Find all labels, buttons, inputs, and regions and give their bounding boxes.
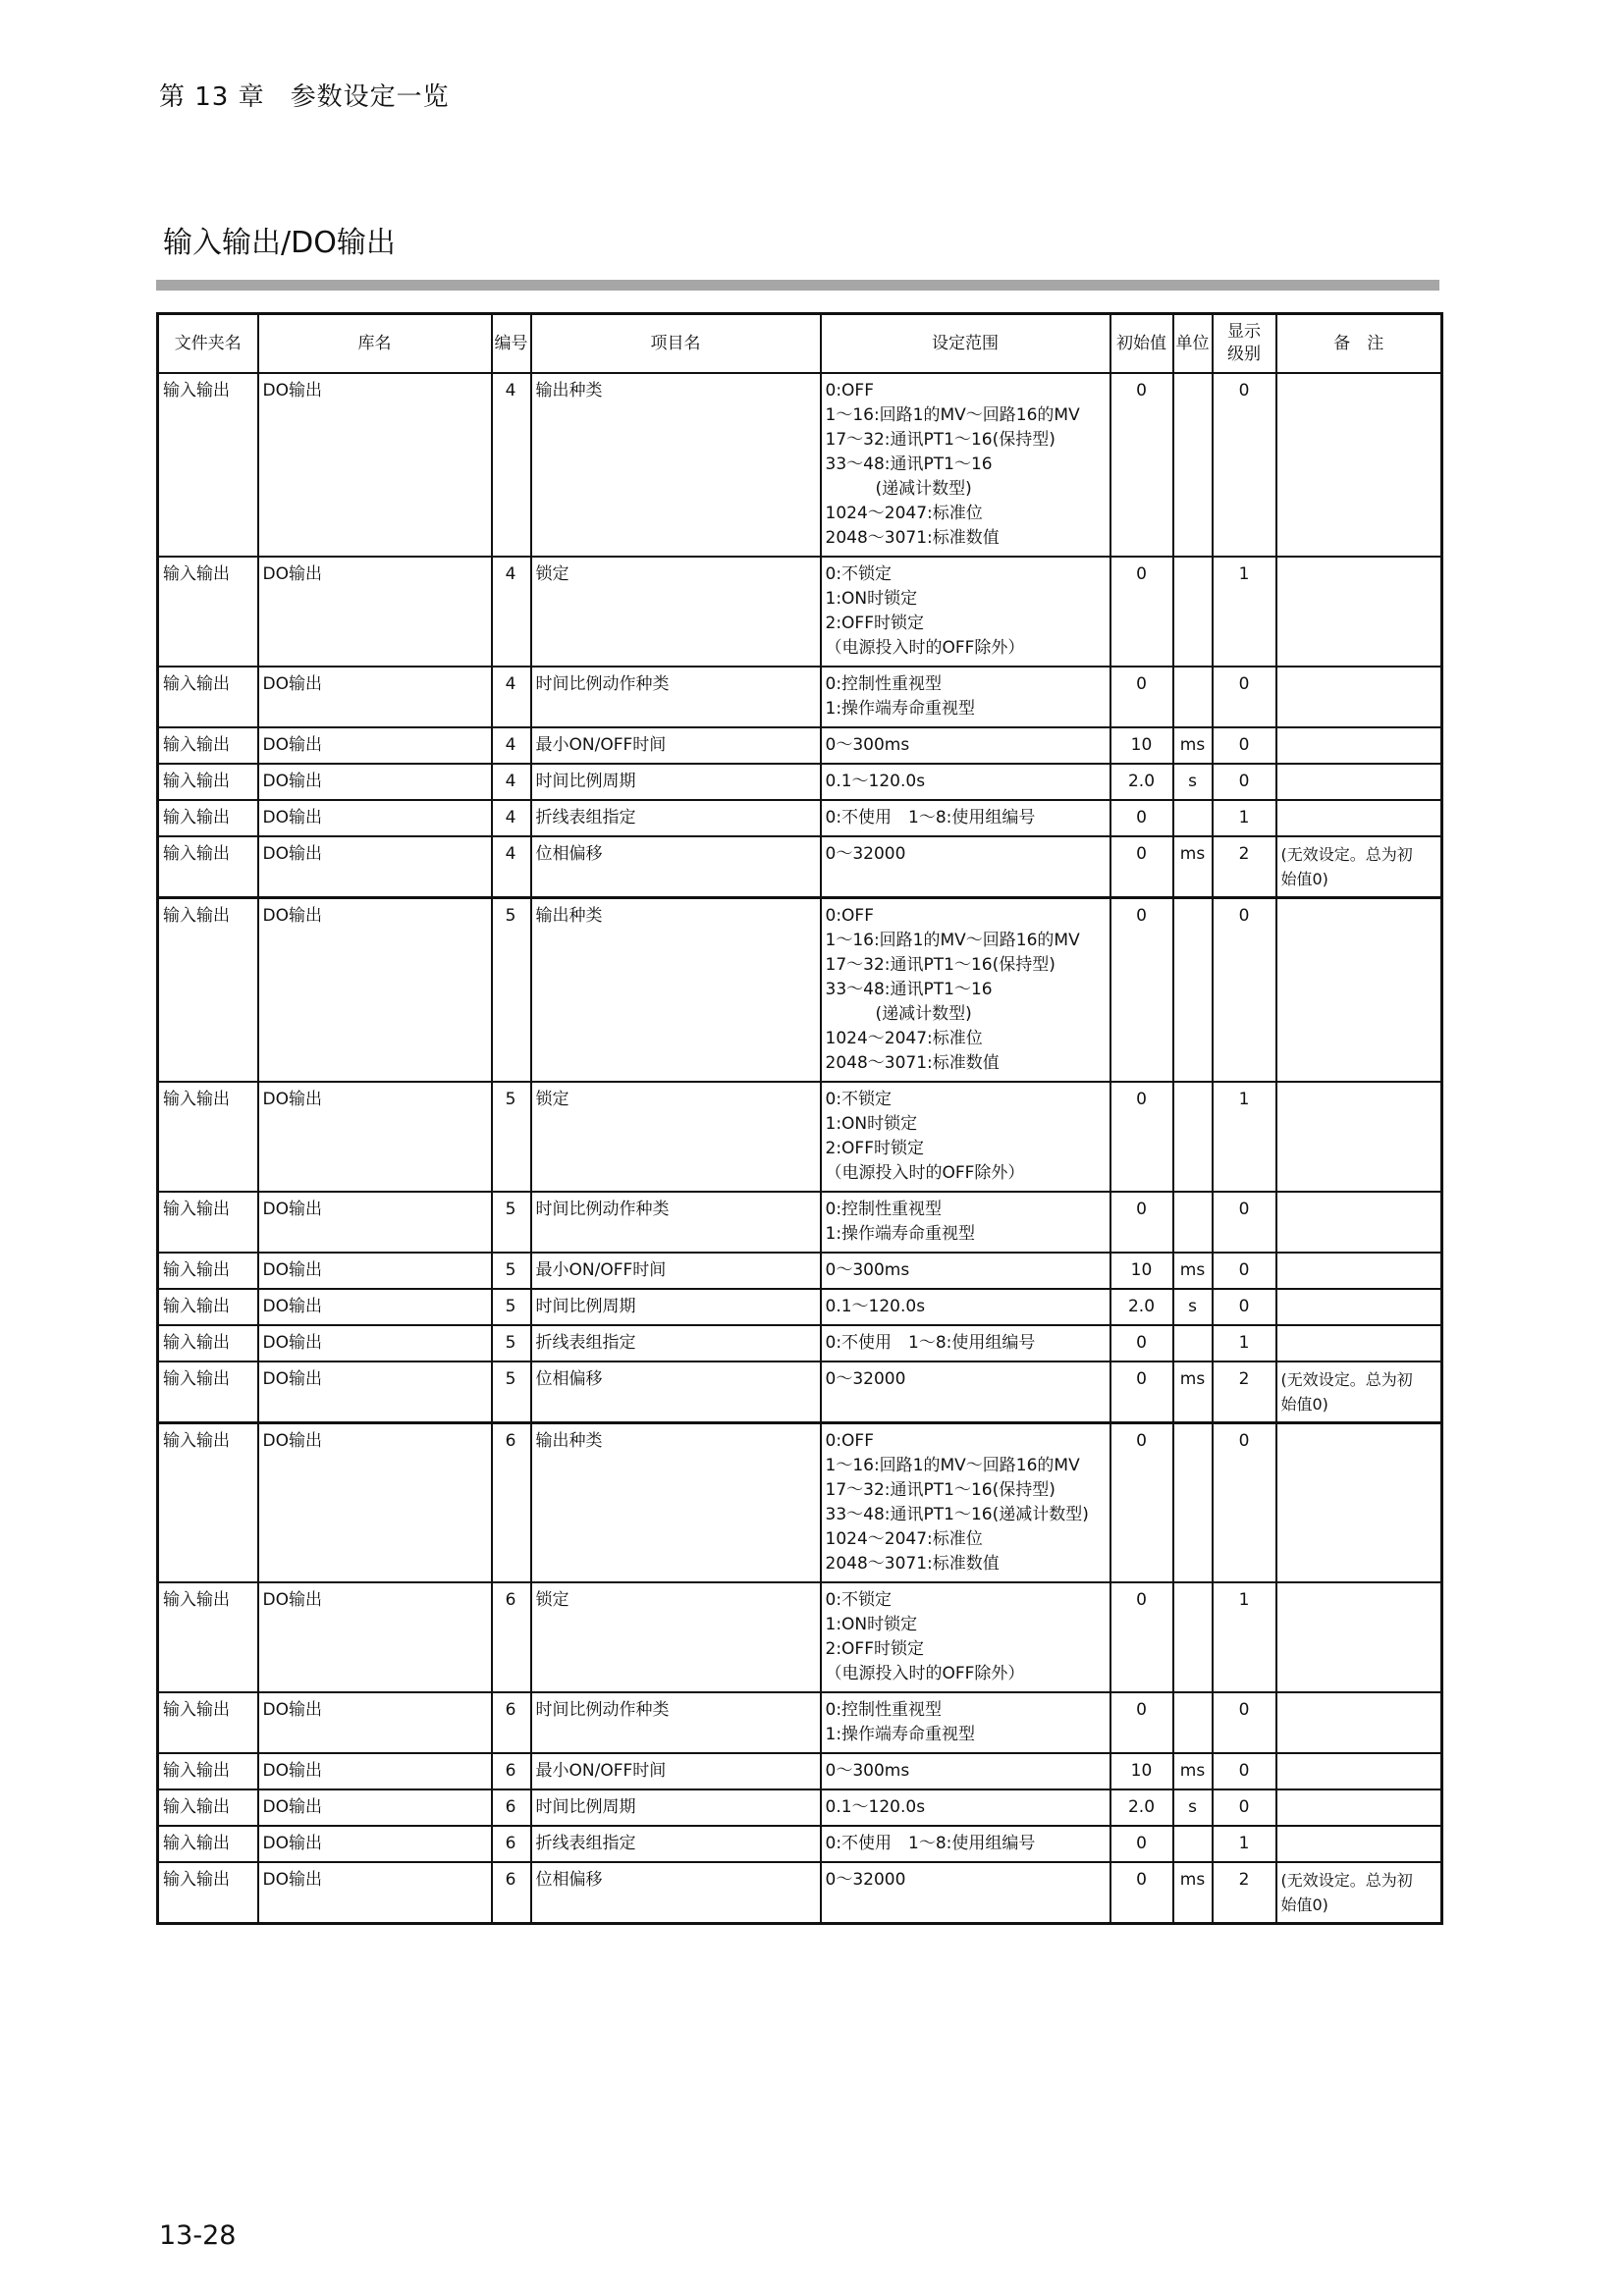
table-row bbox=[158, 800, 1442, 836]
item-name-cell: 折线表组指定 bbox=[531, 1325, 821, 1362]
number-cell: 4 bbox=[492, 764, 531, 800]
table-row bbox=[158, 898, 1442, 1083]
remark-cell bbox=[1276, 1753, 1442, 1789]
setting-range-cell: 0.1～120.0s bbox=[821, 1789, 1110, 1826]
number-cell: 6 bbox=[492, 1423, 531, 1583]
setting-range-cell: 0:不锁定 1:ON时锁定 2:OFF时锁定 （电源投入时的OFF除外） bbox=[821, 557, 1110, 667]
initial-value-cell: 0 bbox=[1110, 373, 1173, 557]
unit-cell bbox=[1173, 1192, 1213, 1253]
unit-cell: ms bbox=[1173, 727, 1213, 764]
initial-value-cell: 0 bbox=[1110, 1423, 1173, 1583]
parameter-table bbox=[156, 312, 1443, 1925]
folder-cell: 输入输出 bbox=[158, 1789, 258, 1826]
display-level-cell: 0 bbox=[1213, 1423, 1276, 1583]
setting-range-cell: 0～300ms bbox=[821, 1253, 1110, 1289]
number-cell: 5 bbox=[492, 1289, 531, 1325]
unit-cell bbox=[1173, 800, 1213, 836]
unit-cell: ms bbox=[1173, 1753, 1213, 1789]
column-header: 编号 bbox=[492, 314, 531, 374]
section-title: 输入输出/DO输出 bbox=[163, 226, 396, 260]
number-cell: 6 bbox=[492, 1862, 531, 1924]
initial-value-cell: 0 bbox=[1110, 1192, 1173, 1253]
setting-range-cell: 0:不使用 1～8:使用组编号 bbox=[821, 1826, 1110, 1862]
item-name-cell: 时间比例周期 bbox=[531, 1789, 821, 1826]
column-header: 库名 bbox=[258, 314, 492, 374]
number-cell: 4 bbox=[492, 800, 531, 836]
number-cell: 4 bbox=[492, 667, 531, 727]
unit-cell bbox=[1173, 373, 1213, 557]
item-name-cell: 位相偏移 bbox=[531, 836, 821, 898]
library-cell: DO输出 bbox=[258, 764, 492, 800]
item-name-cell: 锁定 bbox=[531, 557, 821, 667]
library-cell: DO输出 bbox=[258, 557, 492, 667]
number-cell: 6 bbox=[492, 1789, 531, 1826]
display-level-cell: 0 bbox=[1213, 764, 1276, 800]
initial-value-cell: 0 bbox=[1110, 557, 1173, 667]
library-cell: DO输出 bbox=[258, 800, 492, 836]
folder-cell: 输入输出 bbox=[158, 1325, 258, 1362]
table-row bbox=[158, 1826, 1442, 1862]
remark-cell: (无效设定。总为初 始值0) bbox=[1276, 1862, 1442, 1924]
remark-cell bbox=[1276, 1423, 1442, 1583]
table-row bbox=[158, 727, 1442, 764]
table-row bbox=[158, 1082, 1442, 1192]
remark-cell bbox=[1276, 373, 1442, 557]
number-cell: 4 bbox=[492, 373, 531, 557]
item-name-cell: 时间比例动作种类 bbox=[531, 667, 821, 727]
unit-cell: s bbox=[1173, 1289, 1213, 1325]
folder-cell: 输入输出 bbox=[158, 898, 258, 1083]
setting-range-cell: 0～300ms bbox=[821, 1753, 1110, 1789]
unit-cell bbox=[1173, 557, 1213, 667]
table-row bbox=[158, 1423, 1442, 1583]
chapter-header bbox=[159, 77, 475, 113]
initial-value-cell: 2.0 bbox=[1110, 764, 1173, 800]
setting-range-cell: 0:不锁定 1:ON时锁定 2:OFF时锁定 （电源投入时的OFF除外） bbox=[821, 1582, 1110, 1692]
number-cell: 4 bbox=[492, 836, 531, 898]
table-row bbox=[158, 1753, 1442, 1789]
setting-range-cell: 0:OFF 1～16:回路1的MV～回路16的MV 17～32:通讯PT1～16(保持型) 33～48:通讯PT1～16 (递减计数型) 1024～2047:标准位 2048～3071:标准数值 bbox=[821, 898, 1110, 1083]
folder-cell: 输入输出 bbox=[158, 667, 258, 727]
initial-value-cell: 0 bbox=[1110, 898, 1173, 1083]
library-cell: DO输出 bbox=[258, 1192, 492, 1253]
item-name-cell: 最小ON/OFF时间 bbox=[531, 727, 821, 764]
display-level-cell: 1 bbox=[1213, 800, 1276, 836]
initial-value-cell: 0 bbox=[1110, 1582, 1173, 1692]
library-cell: DO输出 bbox=[258, 1362, 492, 1423]
setting-range-cell: 0.1～120.0s bbox=[821, 1289, 1110, 1325]
item-name-cell: 输出种类 bbox=[531, 373, 821, 557]
table-row bbox=[158, 1692, 1442, 1753]
item-name-cell: 时间比例动作种类 bbox=[531, 1692, 821, 1753]
column-header: 文件夹名 bbox=[158, 314, 258, 374]
folder-cell: 输入输出 bbox=[158, 836, 258, 898]
library-cell: DO输出 bbox=[258, 1325, 492, 1362]
item-name-cell: 最小ON/OFF时间 bbox=[531, 1253, 821, 1289]
display-level-cell: 2 bbox=[1213, 836, 1276, 898]
setting-range-cell: 0:不锁定 1:ON时锁定 2:OFF时锁定 （电源投入时的OFF除外） bbox=[821, 1082, 1110, 1192]
item-name-cell: 位相偏移 bbox=[531, 1862, 821, 1924]
remark-cell bbox=[1276, 1253, 1442, 1289]
folder-cell: 输入输出 bbox=[158, 1423, 258, 1583]
table-row bbox=[158, 836, 1442, 898]
table-row bbox=[158, 1325, 1442, 1362]
library-cell: DO输出 bbox=[258, 1423, 492, 1583]
display-level-cell: 1 bbox=[1213, 557, 1276, 667]
number-cell: 6 bbox=[492, 1582, 531, 1692]
setting-range-cell: 0～32000 bbox=[821, 836, 1110, 898]
item-name-cell: 锁定 bbox=[531, 1082, 821, 1192]
library-cell: DO输出 bbox=[258, 1789, 492, 1826]
folder-cell: 输入输出 bbox=[158, 1289, 258, 1325]
unit-cell: ms bbox=[1173, 1362, 1213, 1423]
initial-value-cell: 2.0 bbox=[1110, 1789, 1173, 1826]
library-cell: DO输出 bbox=[258, 1253, 492, 1289]
item-name-cell: 折线表组指定 bbox=[531, 800, 821, 836]
initial-value-cell: 0 bbox=[1110, 800, 1173, 836]
library-cell: DO输出 bbox=[258, 1082, 492, 1192]
number-cell: 6 bbox=[492, 1753, 531, 1789]
number-cell: 5 bbox=[492, 1253, 531, 1289]
table-row bbox=[158, 1362, 1442, 1423]
display-level-cell: 0 bbox=[1213, 727, 1276, 764]
table-row bbox=[158, 667, 1442, 727]
folder-cell: 输入输出 bbox=[158, 1826, 258, 1862]
initial-value-cell: 10 bbox=[1110, 727, 1173, 764]
folder-cell: 输入输出 bbox=[158, 1753, 258, 1789]
remark-cell bbox=[1276, 764, 1442, 800]
library-cell: DO输出 bbox=[258, 1692, 492, 1753]
setting-range-cell: 0:控制性重视型 1:操作端寿命重视型 bbox=[821, 667, 1110, 727]
table-row bbox=[158, 1192, 1442, 1253]
page-number: 13-28 bbox=[159, 2220, 237, 2251]
number-cell: 4 bbox=[492, 557, 531, 667]
setting-range-cell: 0:不使用 1～8:使用组编号 bbox=[821, 800, 1110, 836]
table-row bbox=[158, 557, 1442, 667]
column-header: 备 注 bbox=[1276, 314, 1442, 374]
display-level-cell: 0 bbox=[1213, 1692, 1276, 1753]
initial-value-cell: 0 bbox=[1110, 667, 1173, 727]
setting-range-cell: 0:控制性重视型 1:操作端寿命重视型 bbox=[821, 1692, 1110, 1753]
display-level-cell: 2 bbox=[1213, 1362, 1276, 1423]
folder-cell: 输入输出 bbox=[158, 1862, 258, 1924]
display-level-cell: 0 bbox=[1213, 1789, 1276, 1826]
unit-cell bbox=[1173, 1325, 1213, 1362]
remark-cell bbox=[1276, 1789, 1442, 1826]
item-name-cell: 时间比例周期 bbox=[531, 1289, 821, 1325]
number-cell: 5 bbox=[492, 1325, 531, 1362]
remark-cell bbox=[1276, 1289, 1442, 1325]
number-cell: 5 bbox=[492, 1192, 531, 1253]
setting-range-cell: 0.1～120.0s bbox=[821, 764, 1110, 800]
table-body bbox=[158, 373, 1442, 1924]
initial-value-cell: 2.0 bbox=[1110, 1289, 1173, 1325]
remark-cell: (无效设定。总为初 始值0) bbox=[1276, 836, 1442, 898]
initial-value-cell: 0 bbox=[1110, 1826, 1173, 1862]
remark-cell bbox=[1276, 1082, 1442, 1192]
folder-cell: 输入输出 bbox=[158, 373, 258, 557]
display-level-cell: 0 bbox=[1213, 373, 1276, 557]
number-cell: 4 bbox=[492, 727, 531, 764]
unit-cell: ms bbox=[1173, 836, 1213, 898]
initial-value-cell: 0 bbox=[1110, 1082, 1173, 1192]
library-cell: DO输出 bbox=[258, 1753, 492, 1789]
unit-cell bbox=[1173, 1423, 1213, 1583]
column-header: 项目名 bbox=[531, 314, 821, 374]
table-row bbox=[158, 1862, 1442, 1924]
number-cell: 6 bbox=[492, 1692, 531, 1753]
initial-value-cell: 0 bbox=[1110, 1362, 1173, 1423]
unit-cell bbox=[1173, 898, 1213, 1083]
folder-cell: 输入输出 bbox=[158, 1253, 258, 1289]
display-level-cell: 1 bbox=[1213, 1082, 1276, 1192]
library-cell: DO输出 bbox=[258, 836, 492, 898]
number-cell: 5 bbox=[492, 1362, 531, 1423]
unit-cell: ms bbox=[1173, 1253, 1213, 1289]
table-row bbox=[158, 1789, 1442, 1826]
table-header-row bbox=[158, 314, 1442, 374]
setting-range-cell: 0～32000 bbox=[821, 1362, 1110, 1423]
unit-cell: ms bbox=[1173, 1862, 1213, 1924]
library-cell: DO输出 bbox=[258, 1826, 492, 1862]
unit-cell bbox=[1173, 1826, 1213, 1862]
unit-cell bbox=[1173, 1692, 1213, 1753]
unit-cell bbox=[1173, 667, 1213, 727]
unit-cell bbox=[1173, 1082, 1213, 1192]
remark-cell bbox=[1276, 667, 1442, 727]
item-name-cell: 输出种类 bbox=[531, 1423, 821, 1583]
folder-cell: 输入输出 bbox=[158, 727, 258, 764]
column-header: 单位 bbox=[1173, 314, 1213, 374]
number-cell: 6 bbox=[492, 1826, 531, 1862]
item-name-cell: 位相偏移 bbox=[531, 1362, 821, 1423]
number-cell: 5 bbox=[492, 1082, 531, 1192]
table-row bbox=[158, 373, 1442, 557]
remark-cell bbox=[1276, 898, 1442, 1083]
item-name-cell: 时间比例周期 bbox=[531, 764, 821, 800]
initial-value-cell: 0 bbox=[1110, 836, 1173, 898]
remark-cell bbox=[1276, 557, 1442, 667]
folder-cell: 输入输出 bbox=[158, 1082, 258, 1192]
display-level-cell: 1 bbox=[1213, 1325, 1276, 1362]
setting-range-cell: 0:OFF 1～16:回路1的MV～回路16的MV 17～32:通讯PT1～16(保持型) 33～48:通讯PT1～16 (递减计数型) 1024～2047:标准位 2048～3071:标准数值 bbox=[821, 373, 1110, 557]
display-level-cell: 0 bbox=[1213, 898, 1276, 1083]
folder-cell: 输入输出 bbox=[158, 764, 258, 800]
library-cell: DO输出 bbox=[258, 1289, 492, 1325]
chapter-number: 第 13 章 bbox=[159, 82, 265, 112]
setting-range-cell: 0～32000 bbox=[821, 1862, 1110, 1924]
section-title-rule bbox=[156, 280, 1439, 291]
remark-cell bbox=[1276, 1192, 1442, 1253]
setting-range-cell: 0:OFF 1～16:回路1的MV～回路16的MV 17～32:通讯PT1～16(保持型) 33～48:通讯PT1～16(递减计数型) 1024～2047:标准位 2048～3071:标准数值 bbox=[821, 1423, 1110, 1583]
column-header: 初始值 bbox=[1110, 314, 1173, 374]
display-level-cell: 0 bbox=[1213, 1289, 1276, 1325]
display-level-cell: 0 bbox=[1213, 1253, 1276, 1289]
display-level-cell: 0 bbox=[1213, 667, 1276, 727]
library-cell: DO输出 bbox=[258, 1862, 492, 1924]
library-cell: DO输出 bbox=[258, 727, 492, 764]
remark-cell bbox=[1276, 1325, 1442, 1362]
table-row bbox=[158, 1582, 1442, 1692]
item-name-cell: 时间比例动作种类 bbox=[531, 1192, 821, 1253]
display-level-cell: 1 bbox=[1213, 1826, 1276, 1862]
folder-cell: 输入输出 bbox=[158, 800, 258, 836]
number-cell: 5 bbox=[492, 898, 531, 1083]
initial-value-cell: 0 bbox=[1110, 1862, 1173, 1924]
table-row bbox=[158, 1289, 1442, 1325]
chapter-title: 参数设定一览 bbox=[290, 82, 450, 112]
remark-cell bbox=[1276, 1692, 1442, 1753]
setting-range-cell: 0:控制性重视型 1:操作端寿命重视型 bbox=[821, 1192, 1110, 1253]
item-name-cell: 折线表组指定 bbox=[531, 1826, 821, 1862]
setting-range-cell: 0:不使用 1～8:使用组编号 bbox=[821, 1325, 1110, 1362]
folder-cell: 输入输出 bbox=[158, 1582, 258, 1692]
folder-cell: 输入输出 bbox=[158, 557, 258, 667]
item-name-cell: 输出种类 bbox=[531, 898, 821, 1083]
library-cell: DO输出 bbox=[258, 667, 492, 727]
remark-cell bbox=[1276, 727, 1442, 764]
column-header: 设定范围 bbox=[821, 314, 1110, 374]
unit-cell: s bbox=[1173, 1789, 1213, 1826]
table-row bbox=[158, 1253, 1442, 1289]
remark-cell bbox=[1276, 800, 1442, 836]
display-level-cell: 0 bbox=[1213, 1753, 1276, 1789]
folder-cell: 输入输出 bbox=[158, 1692, 258, 1753]
initial-value-cell: 10 bbox=[1110, 1753, 1173, 1789]
display-level-cell: 2 bbox=[1213, 1862, 1276, 1924]
remark-cell bbox=[1276, 1826, 1442, 1862]
initial-value-cell: 0 bbox=[1110, 1325, 1173, 1362]
unit-cell bbox=[1173, 1582, 1213, 1692]
library-cell: DO输出 bbox=[258, 898, 492, 1083]
column-header: 显示 级别 bbox=[1213, 314, 1276, 374]
table-row bbox=[158, 764, 1442, 800]
unit-cell: s bbox=[1173, 764, 1213, 800]
remark-cell: (无效设定。总为初 始值0) bbox=[1276, 1362, 1442, 1423]
initial-value-cell: 0 bbox=[1110, 1692, 1173, 1753]
item-name-cell: 锁定 bbox=[531, 1582, 821, 1692]
remark-cell bbox=[1276, 1582, 1442, 1692]
display-level-cell: 0 bbox=[1213, 1192, 1276, 1253]
library-cell: DO输出 bbox=[258, 1582, 492, 1692]
setting-range-cell: 0～300ms bbox=[821, 727, 1110, 764]
folder-cell: 输入输出 bbox=[158, 1362, 258, 1423]
display-level-cell: 1 bbox=[1213, 1582, 1276, 1692]
library-cell: DO输出 bbox=[258, 373, 492, 557]
folder-cell: 输入输出 bbox=[158, 1192, 258, 1253]
item-name-cell: 最小ON/OFF时间 bbox=[531, 1753, 821, 1789]
initial-value-cell: 10 bbox=[1110, 1253, 1173, 1289]
